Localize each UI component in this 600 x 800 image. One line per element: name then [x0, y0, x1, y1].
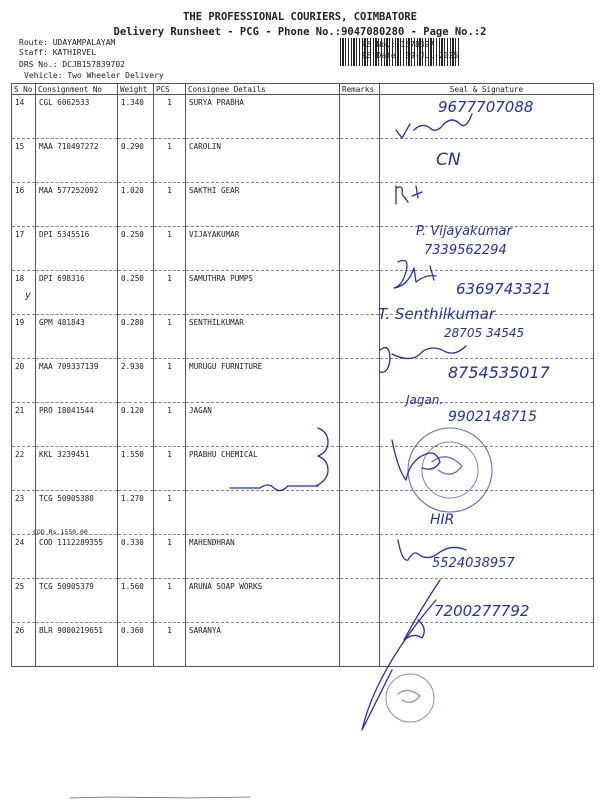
col-header-pcs: PCS [154, 84, 186, 95]
row-pcs: 1 [154, 579, 186, 623]
row-weight: 0.120 [118, 403, 154, 447]
col-header-sno: S No [12, 84, 36, 95]
row-pcs: 1 [154, 227, 186, 271]
pen-stroke-lower [362, 600, 436, 730]
handwritten-note-row24: HIR [430, 512, 455, 528]
row-pcs: 1 [154, 315, 186, 359]
row-weight: 1.340 [118, 95, 154, 139]
handwritten-name-row19: T. Senthilkumar [378, 305, 496, 323]
handwritten-phone-row17: 7339562294 [424, 243, 507, 258]
row-pcs: 1 [154, 183, 186, 227]
bottom-stamp [386, 674, 434, 722]
handwritten-phone-row18: 6369743321 [456, 280, 552, 298]
handwritten-phone-row25: 5524038957 [432, 556, 515, 571]
signature-row18 [394, 260, 436, 288]
row-consignment: TCG 50905380 [36, 491, 118, 535]
row-sno: 19 [12, 315, 36, 359]
company-stamp [408, 428, 492, 512]
handwritten-name-row17: P. Vijayakumar [416, 224, 512, 239]
row-sno: 20 [12, 359, 36, 403]
row-consignee: SENTHILKUMAR [186, 315, 340, 359]
row-consignee: CAROLIN [186, 139, 340, 183]
row-consignment: PRO 18041544 [36, 403, 118, 447]
row-sno: 14 [12, 95, 36, 139]
signature-row14 [396, 114, 472, 138]
handwritten-phone-row19: 28705 34545 [444, 326, 525, 340]
handwritten-phone-row21: 9902148715 [448, 409, 538, 425]
row-consignment: MAA 709337139 [36, 359, 118, 403]
row-consignee: MURUGU FURNITURE [186, 359, 340, 403]
row-sno: 21 [12, 403, 36, 447]
row-sno: 17 [12, 227, 36, 271]
row-sno: 25 [12, 579, 36, 623]
handwritten-phone-row26: 7200277792 [434, 602, 530, 620]
row-weight: 1.270 [118, 491, 154, 535]
company-title: THE PROFESSIONAL COURIERS, COIMBATORE [183, 11, 417, 23]
row-weight: 0.290 [118, 139, 154, 183]
row-weight: 2.930 [118, 359, 154, 403]
cod-amount-note: COD Rs.1550.00 [33, 528, 88, 536]
bracket-row22-23 [316, 428, 328, 486]
row-weight: 0.250 [118, 227, 154, 271]
col-header-consignment: Consignment No [36, 84, 118, 95]
footer-scribble [70, 797, 250, 798]
row-pcs: 1 [154, 95, 186, 139]
runsheet-subtitle: Delivery Runsheet - PCG - Phone No.:9047080280 - Page No.:2 [113, 26, 487, 38]
row-sno: 23 [12, 491, 36, 535]
row-consignee: SAMUTHRA PUMPS [186, 271, 340, 315]
row-weight: 0.330 [118, 535, 154, 579]
handwritten-margin-mark: y [25, 290, 31, 301]
row-weight: 1.560 [118, 579, 154, 623]
row-weight: 0.360 [118, 623, 154, 667]
handwritten-note-row15: CN [436, 150, 461, 170]
row-consignment: MAA 577252092 [36, 183, 118, 227]
row-consignee: VIJAYAKUMAR [186, 227, 340, 271]
row-consignment: KKL 3239451 [36, 447, 118, 491]
row-sno: 26 [12, 623, 36, 667]
row-pcs: 1 [154, 491, 186, 535]
drs-number: DRS No.: DCJB157839702 [19, 60, 125, 69]
row-pcs: 1 [154, 359, 186, 403]
row-pcs: 1 [154, 535, 186, 579]
row-sno: 15 [12, 139, 36, 183]
route-label: Route: UDAYAMPALAYAM [19, 38, 116, 47]
row-sno: 22 [12, 447, 36, 491]
rs-date: RS Date: 09-Jul-2025 [362, 51, 459, 60]
row-consignee: SAKTHI GEAR [186, 183, 340, 227]
rs-number: RS No.: 1578397 [362, 40, 435, 49]
row-consignment: TCG 50905379 [36, 579, 118, 623]
row-consignment: BLR 9000219651 [36, 623, 118, 667]
row-pcs: 1 [154, 403, 186, 447]
row-pcs: 1 [154, 271, 186, 315]
row-consignee: ARUNA SOAP WORKS [186, 579, 340, 623]
row-sno: 24 [12, 535, 36, 579]
row-consignee: SURYA PRABHA [186, 95, 340, 139]
vehicle-label: Vehicle: Two Wheeler Delivery [24, 71, 164, 80]
handwritten-phone-row14: 9677707088 [438, 98, 534, 116]
row-consignment: DPI 698316 [36, 271, 118, 315]
row-weight: 0.280 [118, 315, 154, 359]
row-consignee: SARANYA [186, 623, 340, 667]
handwritten-phone-row20: 8754535017 [448, 363, 550, 382]
row-weight: 1.020 [118, 183, 154, 227]
row-pcs: 1 [154, 447, 186, 491]
signature-row16 [396, 186, 422, 204]
row-consignment: DPI 5345516 [36, 227, 118, 271]
row-consignment: CGL 6062533 [36, 95, 118, 139]
dash-mark-row23 [230, 485, 318, 491]
row-consignee: JAGAN [186, 403, 340, 447]
col-header-consignee: Consignee Details [186, 84, 340, 95]
handwritten-name-row21: Jagan. [406, 393, 444, 407]
row-weight: 1.550 [118, 447, 154, 491]
row-pcs: 1 [154, 623, 186, 667]
row-weight: 0.250 [118, 271, 154, 315]
row-pcs: 1 [154, 139, 186, 183]
col-header-signature: Seal & Signature [380, 84, 594, 95]
staff-label: Staff: KATHIRVEL [19, 48, 97, 57]
row-consignee: PRABHU CHEMICAL [186, 447, 340, 491]
col-header-weight: Weight [118, 84, 154, 95]
row-consignment: COD 1112289355 [36, 535, 118, 579]
row-consignment: GPM 481843 [36, 315, 118, 359]
col-header-remarks: Remarks [340, 84, 380, 95]
row-sno: 16 [12, 183, 36, 227]
row-consignee: MAHENDHRAN [186, 535, 340, 579]
row-consignment: MAA 710497272 [36, 139, 118, 183]
row-sno: 18 [12, 271, 36, 315]
